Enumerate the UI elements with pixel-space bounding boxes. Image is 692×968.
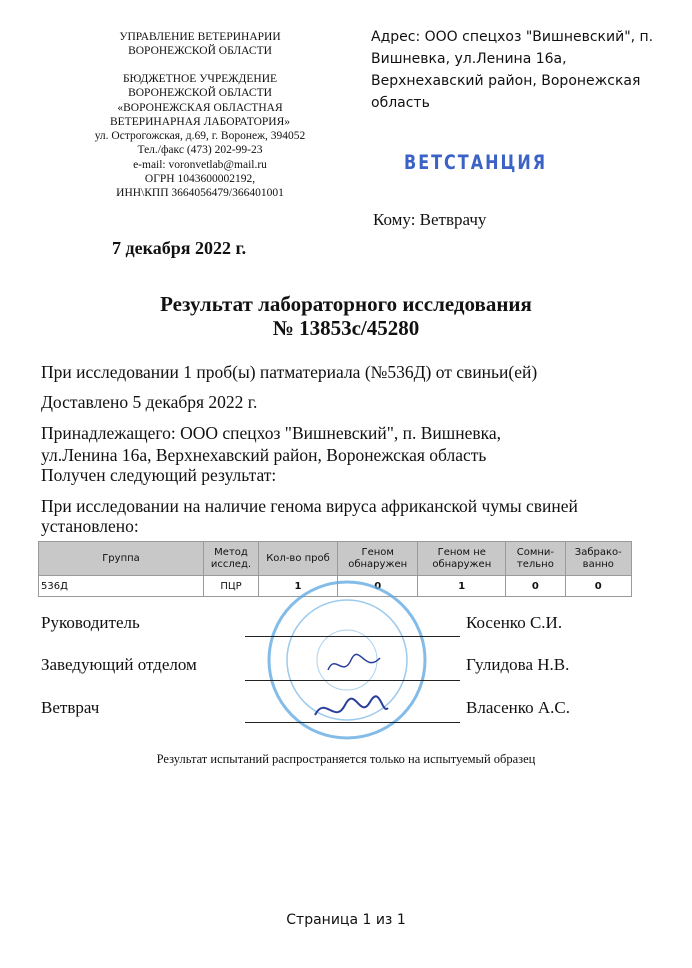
- cell: 0: [338, 576, 418, 597]
- institution-header: [70, 72, 330, 201]
- recipient: Кому: Ветврачу: [373, 210, 487, 229]
- owner-info: Принадлежащего: ООО спецхоз "Вишневский", п. Вишневка, ул.Ленина 16а, Верхнехавский район, Воронежская область: [41, 423, 502, 465]
- inst-line: ОГРН 1043600002192,: [144, 173, 256, 186]
- vetstation-stamp: ВЕТСТАНЦИЯ: [404, 151, 548, 174]
- signature-role: Заведующий отделом: [41, 655, 197, 674]
- inst-line: ВОРОНЕЖСКОЙ ОБЛАСТИ: [128, 87, 272, 100]
- org-header: [70, 30, 330, 58]
- signature-line: [245, 722, 460, 723]
- inst-line: ВЕТЕРИНАРНАЯ ЛАБОРАТОРИЯ»: [109, 115, 291, 128]
- title-line: Результат лабораторного исследования: [160, 292, 532, 316]
- col-header: Сомни-тельно: [506, 542, 565, 576]
- delivery-date: Доставлено 5 декабря 2022 г.: [41, 392, 258, 412]
- result-intro: Получен следующий результат:: [41, 465, 277, 485]
- signature-line: [245, 636, 460, 637]
- inst-line: «ВОРОНЕЖСКАЯ ОБЛАСТНАЯ: [117, 101, 283, 114]
- col-header: Метод исслед.: [204, 542, 259, 576]
- cell: 1: [418, 576, 506, 597]
- signatory-name: Власенко А.С.: [466, 698, 571, 717]
- inst-line: БЮДЖЕТНОЕ УЧРЕЖДЕНИЕ: [122, 73, 278, 85]
- inst-line: ул. Острогожская, д.69, г. Воронеж, 394052: [94, 130, 306, 143]
- footer-note: Результат испытаний распространяется только на испытуемый образец: [156, 752, 536, 766]
- page-number: Страница 1 из 1: [286, 912, 406, 928]
- signature-role: Руководитель: [41, 613, 140, 632]
- cell: 536Д: [39, 576, 204, 597]
- signatory-name: Косенко С.И.: [466, 613, 563, 632]
- col-header: Забрако-ванно: [565, 542, 631, 576]
- col-header: Геном не обнаружен: [418, 542, 506, 576]
- org-line: ВОРОНЕЖСКОЙ ОБЛАСТИ: [128, 45, 272, 57]
- col-header: Геном обнаружен: [338, 542, 418, 576]
- cell: 0: [565, 576, 631, 597]
- cell: ПЦР: [204, 576, 259, 597]
- title-number: № 13853с/45280: [272, 316, 420, 340]
- inst-line: e-mail: voronvetlab@mail.ru: [133, 158, 267, 171]
- sample-info: При исследовании 1 проб(ы) патматериала (№536Д) от свиньи(ей): [41, 362, 538, 382]
- table-header-row: [39, 542, 632, 576]
- org-line: УПРАВЛЕНИЕ ВЕТЕРИНАРИИ: [119, 31, 281, 43]
- cell: 1: [259, 576, 338, 597]
- signature-line: [245, 680, 460, 681]
- inst-line: ИНН\КПП 3664056479/366401001: [116, 187, 284, 200]
- page-title: [0, 292, 692, 340]
- signatory-name: Гулидова Н.В.: [466, 655, 570, 674]
- result-description: При исследовании на наличие генома вируса африканской чумы свиней установлено:: [41, 496, 578, 536]
- col-header: Кол-во проб: [259, 542, 338, 576]
- signature-mark: [310, 690, 390, 730]
- recipient-address: Адрес: ООО спецхоз "Вишневский", п. Вишневка, ул.Ленина 16а, Верхнехавский район, Воронежская область: [371, 29, 654, 111]
- signature-role: Ветврач: [41, 698, 100, 717]
- document-date: 7 декабря 2022 г.: [112, 238, 247, 258]
- inst-line: Тел./факс (473) 202-99-23: [137, 144, 263, 157]
- col-header: Группа: [39, 542, 204, 576]
- signature-mark: [325, 650, 385, 680]
- cell: 0: [506, 576, 565, 597]
